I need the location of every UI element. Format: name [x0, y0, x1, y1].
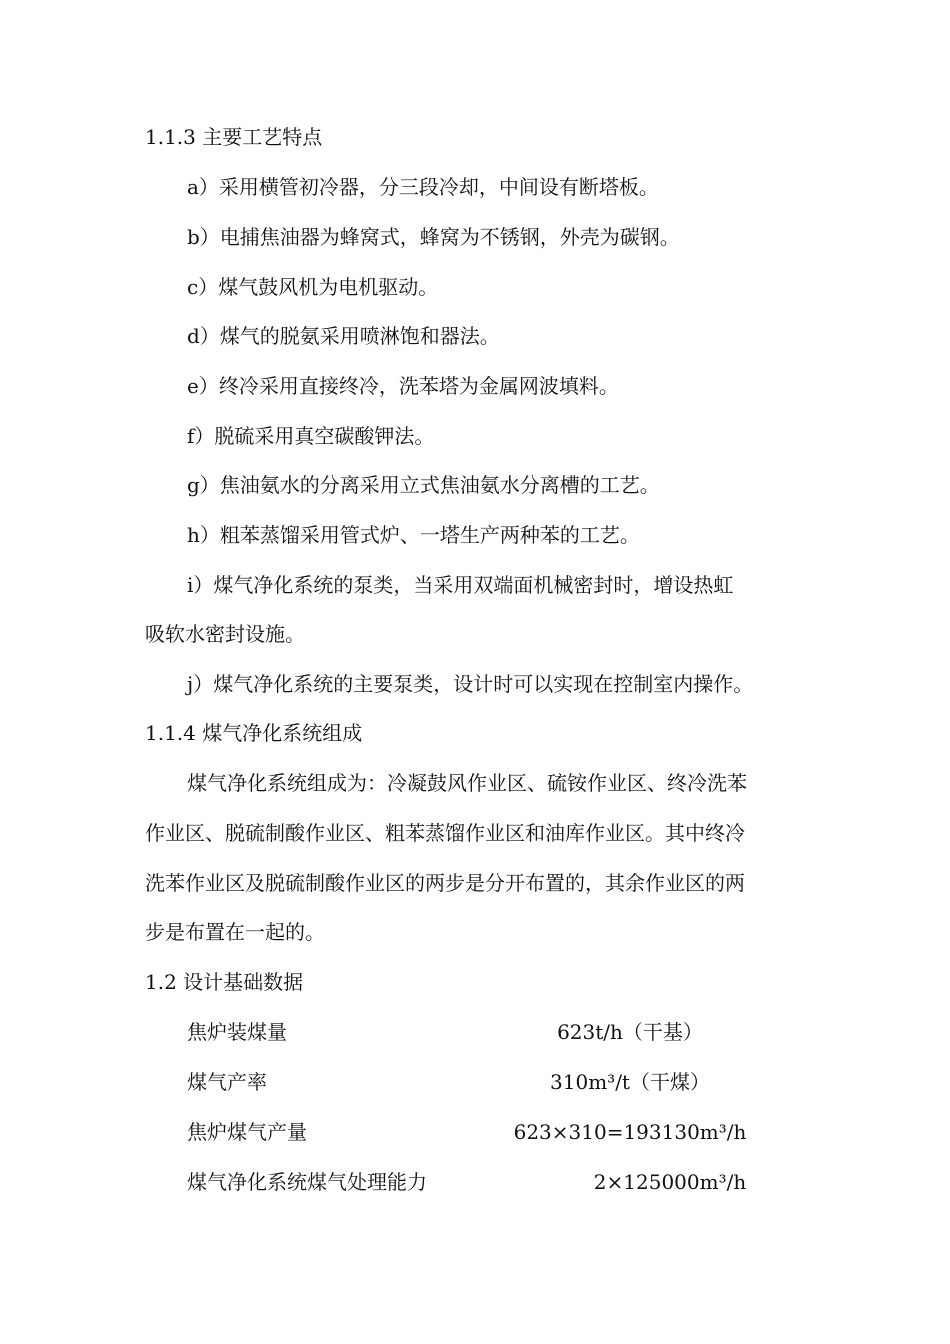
- feature-item-i: i）煤气净化系统的泵类，当采用双端面机械密封时，增设热虹: [187, 573, 734, 597]
- data-value: 2×125000m³/h: [593, 1170, 747, 1194]
- data-label: 焦炉煤气产量: [187, 1120, 307, 1144]
- feature-item-d: d）煤气的脱氨采用喷淋饱和器法。: [187, 324, 500, 348]
- composition-line-3: 洗苯作业区及脱硫制酸作业区的两步是分开布置的，其余作业区的两: [145, 871, 745, 895]
- feature-item-c: c）煤气鼓风机为电机驱动。: [187, 275, 439, 299]
- data-value: 623×310=193130m³/h: [513, 1120, 747, 1144]
- heading-1-1-4: 1.1.4 煤气净化系统组成: [145, 721, 363, 745]
- feature-item-j: j）煤气净化系统的主要泵类，设计时可以实现在控制室内操作。: [187, 672, 754, 696]
- feature-item-b: b）电捕焦油器为蜂窝式，蜂窝为不锈钢，外壳为碳钢。: [187, 225, 680, 249]
- feature-item-h: h）粗苯蒸馏采用管式炉、一塔生产两种苯的工艺。: [187, 523, 640, 547]
- heading-1-1-3: 1.1.3 主要工艺特点: [145, 125, 323, 149]
- data-label: 焦炉装煤量: [187, 1020, 287, 1044]
- heading-1-2: 1.2 设计基础数据: [145, 970, 304, 994]
- data-value: 623t/h（干基）: [557, 1020, 703, 1044]
- feature-item-a: a）采用横管初冷器，分三段冷却，中间设有断塔板。: [187, 175, 659, 199]
- feature-item-i-continued: 吸软水密封设施。: [145, 622, 305, 646]
- feature-item-e: e）终冷采用直接终冷，洗苯塔为金属网波填料。: [187, 374, 619, 398]
- composition-line-4: 步是布置在一起的。: [145, 920, 325, 944]
- composition-line-1: 煤气净化系统组成为：冷凝鼓风作业区、硫铵作业区、终冷洗苯: [187, 771, 747, 795]
- feature-item-f: f）脱硫采用真空碳酸钾法。: [187, 424, 435, 448]
- feature-item-g: g）焦油氨水的分离采用立式焦油氨水分离槽的工艺。: [187, 473, 660, 497]
- data-label: 煤气产率: [187, 1070, 267, 1094]
- data-label: 煤气净化系统煤气处理能力: [187, 1170, 427, 1194]
- composition-line-2: 作业区、脱硫制酸作业区、粗苯蒸馏作业区和油库作业区。其中终冷: [145, 821, 745, 845]
- data-value: 310m³/t（干煤）: [550, 1070, 710, 1094]
